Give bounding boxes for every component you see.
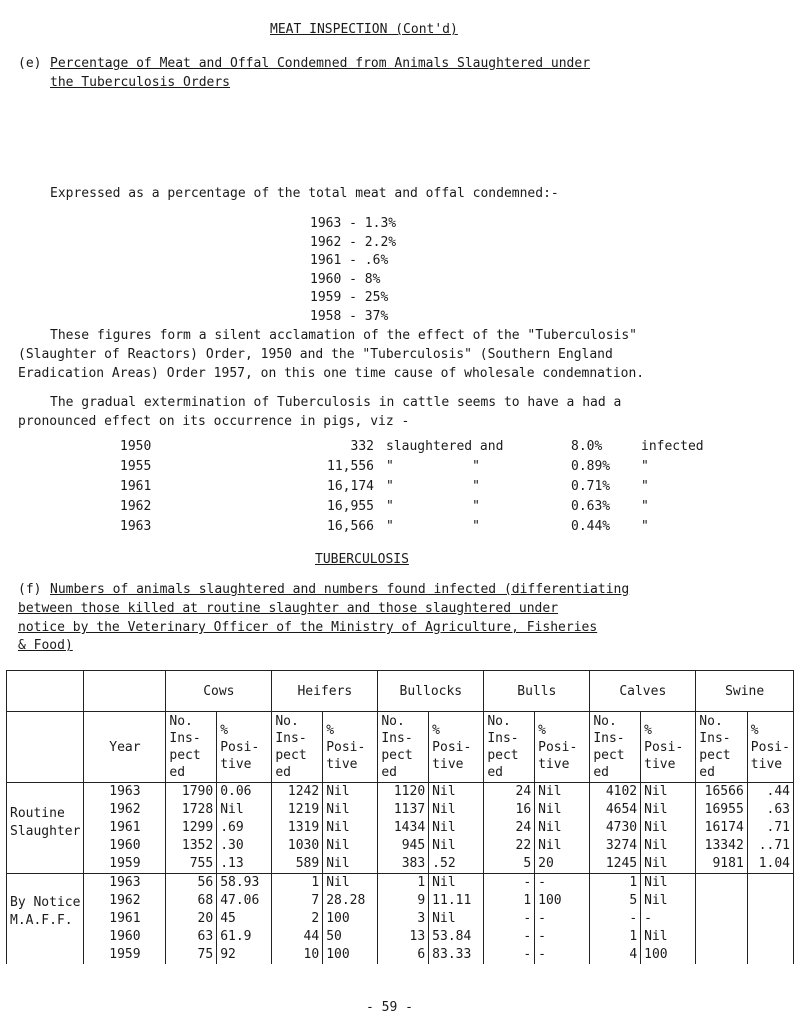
inspected-cell (696, 892, 748, 910)
inspected-cell: 4654 (590, 801, 641, 819)
inspected-cell (696, 946, 748, 964)
positive-cell: Nil (535, 837, 590, 855)
para1-line2: (Slaughter of Reactors) Order, 1950 and the "Tuberculosis" (Southern England (18, 347, 613, 362)
pig-percent: 0.63% (571, 499, 611, 514)
inspected-cell: 2 (272, 910, 323, 928)
inspected-cell: 75 (166, 946, 217, 964)
positive-cell: 11.11 (429, 892, 484, 910)
pig-row (120, 517, 741, 537)
percentage-item: 1958 - 37% (310, 308, 389, 324)
inspected-cell (696, 928, 748, 946)
group-header: Bulls (484, 671, 590, 712)
label-header-cell (7, 712, 84, 783)
positive-cell: Nil (217, 801, 272, 819)
positive-cell: Nil (323, 874, 378, 893)
inspected-cell: 4102 (590, 783, 641, 802)
page-heading: MEAT INSPECTION (Cont'd) (270, 22, 458, 37)
no-inspected-header: No. Ins- pect ed (696, 712, 748, 783)
positive-cell: 58.93 (217, 874, 272, 893)
pig-year: 1950 (120, 439, 152, 454)
section-f-title-3: notice by the Veterinary Officer of the Ministry of Agriculture, Fisheries (18, 620, 598, 635)
positive-cell: 47.06 (217, 892, 272, 910)
by-notice-label: By Notice M.A.F.F. (7, 874, 84, 965)
positive-cell: Nil (641, 855, 696, 874)
group-header: Cows (166, 671, 272, 712)
pig-slaughtered: " " (386, 499, 480, 514)
para2-line1: The gradual extermination of Tuberculosis in cattle seems to have a had a (50, 395, 622, 410)
inspected-cell: 1 (378, 874, 429, 893)
year-group-cell (84, 671, 166, 712)
no-inspected-header: No. Ins- pect ed (590, 712, 641, 783)
percent-positive-header: % Posi- tive (747, 712, 793, 783)
positive-cell: .52 (429, 855, 484, 874)
pig-year: 1961 (120, 479, 152, 494)
pig-row (120, 497, 741, 517)
positive-cell: Nil (429, 819, 484, 837)
pig-infected: " (641, 499, 649, 514)
positive-cell: Nil (641, 892, 696, 910)
no-inspected-header: No. Ins- pect ed (484, 712, 535, 783)
positive-cell: 28.28 (323, 892, 378, 910)
positive-cell: Nil (641, 837, 696, 855)
positive-cell: .13 (217, 855, 272, 874)
row-year: 1961 (84, 819, 166, 837)
positive-cell: 20 (535, 855, 590, 874)
inspected-cell: 1 (272, 874, 323, 893)
table-row (7, 910, 794, 928)
pig-count: 16,174 (327, 479, 374, 494)
inspected-cell: 7 (272, 892, 323, 910)
pig-count: 332 (350, 439, 374, 454)
group-header: Swine (696, 671, 794, 712)
positive-cell: 0.06 (217, 783, 272, 802)
positive-cell: 53.84 (429, 928, 484, 946)
pig-row (120, 457, 741, 477)
inspected-cell: 1245 (590, 855, 641, 874)
positive-cell: .69 (217, 819, 272, 837)
inspected-cell: 1 (590, 928, 641, 946)
inspected-cell: 68 (166, 892, 217, 910)
percent-positive-header: % Posi- tive (535, 712, 590, 783)
pig-year: 1963 (120, 519, 152, 534)
section-f-title-1: Numbers of animals slaughtered and numbers found infected (differentiating (50, 582, 630, 597)
positive-cell: - (535, 946, 590, 964)
inspected-cell: 3 (378, 910, 429, 928)
pig-infected: " (641, 519, 649, 534)
table-row (7, 837, 794, 855)
positive-cell (747, 892, 793, 910)
inspected-cell: 1299 (166, 819, 217, 837)
inspected-cell: 22 (484, 837, 535, 855)
inspected-cell: 5 (590, 892, 641, 910)
pig-row (120, 437, 741, 457)
inspected-cell: 4730 (590, 819, 641, 837)
inspected-cell (696, 910, 748, 928)
positive-cell: ..71 (747, 837, 793, 855)
inspected-cell: - (484, 874, 535, 893)
table-row (7, 928, 794, 946)
no-inspected-header: No. Ins- pect ed (166, 712, 217, 783)
positive-cell: Nil (429, 783, 484, 802)
para1-line3: Eradication Areas) Order 1957, on this one time cause of wholesale condemnation. (18, 366, 645, 381)
inspected-cell: 20 (166, 910, 217, 928)
positive-cell: .30 (217, 837, 272, 855)
inspected-cell: 9181 (696, 855, 748, 874)
inspected-cell: 589 (272, 855, 323, 874)
inspected-cell: 13 (378, 928, 429, 946)
positive-cell: Nil (641, 801, 696, 819)
positive-cell: - (535, 910, 590, 928)
inspected-cell: 10 (272, 946, 323, 964)
table-row (7, 819, 794, 837)
group-header: Heifers (272, 671, 378, 712)
positive-cell: Nil (535, 801, 590, 819)
routine-slaughter-label: Routine Slaughter (7, 783, 84, 874)
positive-cell: 100 (323, 910, 378, 928)
percentage-item: 1963 - 1.3% (310, 216, 397, 231)
inspected-cell: 1728 (166, 801, 217, 819)
positive-cell: .63 (747, 801, 793, 819)
inspected-cell: 1 (590, 874, 641, 893)
positive-cell: Nil (535, 819, 590, 837)
table-row (7, 874, 794, 893)
section-f-title-2: between those killed at routine slaughter and those slaughtered under (18, 601, 559, 616)
no-inspected-header: No. Ins- pect ed (378, 712, 429, 783)
year-header: Year (84, 712, 166, 783)
positive-cell: Nil (323, 801, 378, 819)
row-year: 1962 (84, 801, 166, 819)
corner-cell (7, 671, 84, 712)
inspected-cell: - (484, 946, 535, 964)
positive-cell (747, 910, 793, 928)
inspected-cell: 1137 (378, 801, 429, 819)
positive-cell: 92 (217, 946, 272, 964)
inspected-cell: 13342 (696, 837, 748, 855)
pig-year: 1955 (120, 459, 152, 474)
positive-cell (747, 928, 793, 946)
pig-infected: infected (641, 439, 704, 454)
inspected-cell: 1 (484, 892, 535, 910)
positive-cell: 100 (641, 946, 696, 964)
inspected-cell: - (590, 910, 641, 928)
positive-cell: 50 (323, 928, 378, 946)
row-year: 1963 (84, 783, 166, 802)
section-e-intro: Expressed as a percentage of the total meat and offal condemned:- (50, 186, 559, 201)
positive-cell: Nil (323, 819, 378, 837)
positive-cell: 45 (217, 910, 272, 928)
positive-cell: Nil (323, 855, 378, 874)
tuberculosis-table (6, 670, 794, 964)
inspected-cell: 1120 (378, 783, 429, 802)
inspected-cell: 16955 (696, 801, 748, 819)
pig-infection-table (120, 437, 741, 537)
percentage-item: 1962 - 2.2% (310, 234, 397, 250)
positive-cell: .71 (747, 819, 793, 837)
row-year: 1961 (84, 910, 166, 928)
row-year: 1962 (84, 892, 166, 910)
pig-count: 16,566 (327, 519, 374, 534)
tuberculosis-heading: TUBERCULOSIS (315, 552, 409, 567)
inspected-cell (696, 874, 748, 893)
para1-line1: These figures form a silent acclamation of the effect of the "Tuberculosis" (50, 328, 637, 343)
percent-positive-header: % Posi- tive (429, 712, 484, 783)
positive-cell: Nil (429, 874, 484, 893)
inspected-cell: 755 (166, 855, 217, 874)
percent-positive-header: % Posi- tive (641, 712, 696, 783)
percentage-list (310, 215, 396, 326)
inspected-cell: 6 (378, 946, 429, 964)
positive-cell: Nil (323, 837, 378, 855)
positive-cell: - (535, 874, 590, 893)
inspected-cell: 16174 (696, 819, 748, 837)
percent-positive-header: % Posi- tive (217, 712, 272, 783)
inspected-cell: 56 (166, 874, 217, 893)
inspected-cell: 1790 (166, 783, 217, 802)
positive-cell: Nil (535, 783, 590, 802)
table-row (7, 801, 794, 819)
positive-cell: Nil (429, 801, 484, 819)
positive-cell: - (641, 910, 696, 928)
table-row (7, 892, 794, 910)
inspected-cell: 24 (484, 783, 535, 802)
pig-slaughtered: " " (386, 459, 480, 474)
pig-infected: " (641, 479, 649, 494)
inspected-cell: - (484, 910, 535, 928)
positive-cell: Nil (323, 783, 378, 802)
inspected-cell: 16 (484, 801, 535, 819)
row-year: 1960 (84, 928, 166, 946)
inspected-cell: 1219 (272, 801, 323, 819)
positive-cell: 1.04 (747, 855, 793, 874)
pig-slaughtered: " " (386, 519, 480, 534)
section-e-title-2: the Tuberculosis Orders (50, 75, 231, 90)
inspected-cell: 1352 (166, 837, 217, 855)
table-row (7, 855, 794, 874)
table-row (7, 946, 794, 964)
page-number: - 59 - (366, 1000, 413, 1015)
inspected-cell: - (484, 928, 535, 946)
inspected-cell: 4 (590, 946, 641, 964)
inspected-cell: 16566 (696, 783, 748, 802)
positive-cell: 100 (323, 946, 378, 964)
positive-cell: - (535, 928, 590, 946)
para2-line2: pronounced effect on its occurrence in pigs, viz - (18, 414, 410, 429)
pig-infected: " (641, 459, 649, 474)
row-year: 1960 (84, 837, 166, 855)
inspected-cell: 1434 (378, 819, 429, 837)
positive-cell: .44 (747, 783, 793, 802)
group-header: Bullocks (378, 671, 484, 712)
inspected-cell: 1242 (272, 783, 323, 802)
inspected-cell: 3274 (590, 837, 641, 855)
positive-cell: 100 (535, 892, 590, 910)
no-inspected-header: No. Ins- pect ed (272, 712, 323, 783)
percentage-item: 1960 - 8% (310, 271, 381, 287)
pig-slaughtered: slaughtered and (386, 439, 504, 454)
inspected-cell: 63 (166, 928, 217, 946)
inspected-cell: 1030 (272, 837, 323, 855)
pig-percent: 8.0% (571, 439, 603, 454)
positive-cell (747, 874, 793, 893)
row-year: 1959 (84, 855, 166, 874)
section-f-label: (f) (18, 582, 42, 597)
group-header: Calves (590, 671, 696, 712)
pig-slaughtered: " " (386, 479, 480, 494)
section-e-label: (e) (18, 56, 42, 71)
percentage-item: 1959 - 25% (310, 290, 389, 305)
pig-percent: 0.71% (571, 479, 611, 494)
inspected-cell: 383 (378, 855, 429, 874)
pig-percent: 0.89% (571, 459, 611, 474)
inspected-cell: 945 (378, 837, 429, 855)
section-e-title-1: Percentage of Meat and Offal Condemned from Animals Slaughtered under (50, 56, 591, 71)
inspected-cell: 5 (484, 855, 535, 874)
percentage-item: 1961 - .6% (310, 253, 389, 268)
positive-cell: Nil (641, 928, 696, 946)
inspected-cell: 24 (484, 819, 535, 837)
positive-cell: Nil (429, 910, 484, 928)
pig-count: 11,556 (327, 459, 374, 474)
inspected-cell: 44 (272, 928, 323, 946)
inspected-cell: 1319 (272, 819, 323, 837)
positive-cell: Nil (641, 783, 696, 802)
row-year: 1963 (84, 874, 166, 893)
pig-year: 1962 (120, 499, 152, 514)
positive-cell (747, 946, 793, 964)
positive-cell: Nil (429, 837, 484, 855)
positive-cell: 83.33 (429, 946, 484, 964)
pig-count: 16,955 (327, 499, 374, 514)
inspected-cell: 9 (378, 892, 429, 910)
percent-positive-header: % Posi- tive (323, 712, 378, 783)
section-f-title-4: & Food) (18, 638, 73, 653)
positive-cell: Nil (641, 874, 696, 893)
pig-percent: 0.44% (571, 519, 611, 534)
positive-cell: Nil (641, 819, 696, 837)
positive-cell: 61.9 (217, 928, 272, 946)
pig-row (120, 477, 741, 497)
row-year: 1959 (84, 946, 166, 964)
table-row (7, 783, 794, 802)
